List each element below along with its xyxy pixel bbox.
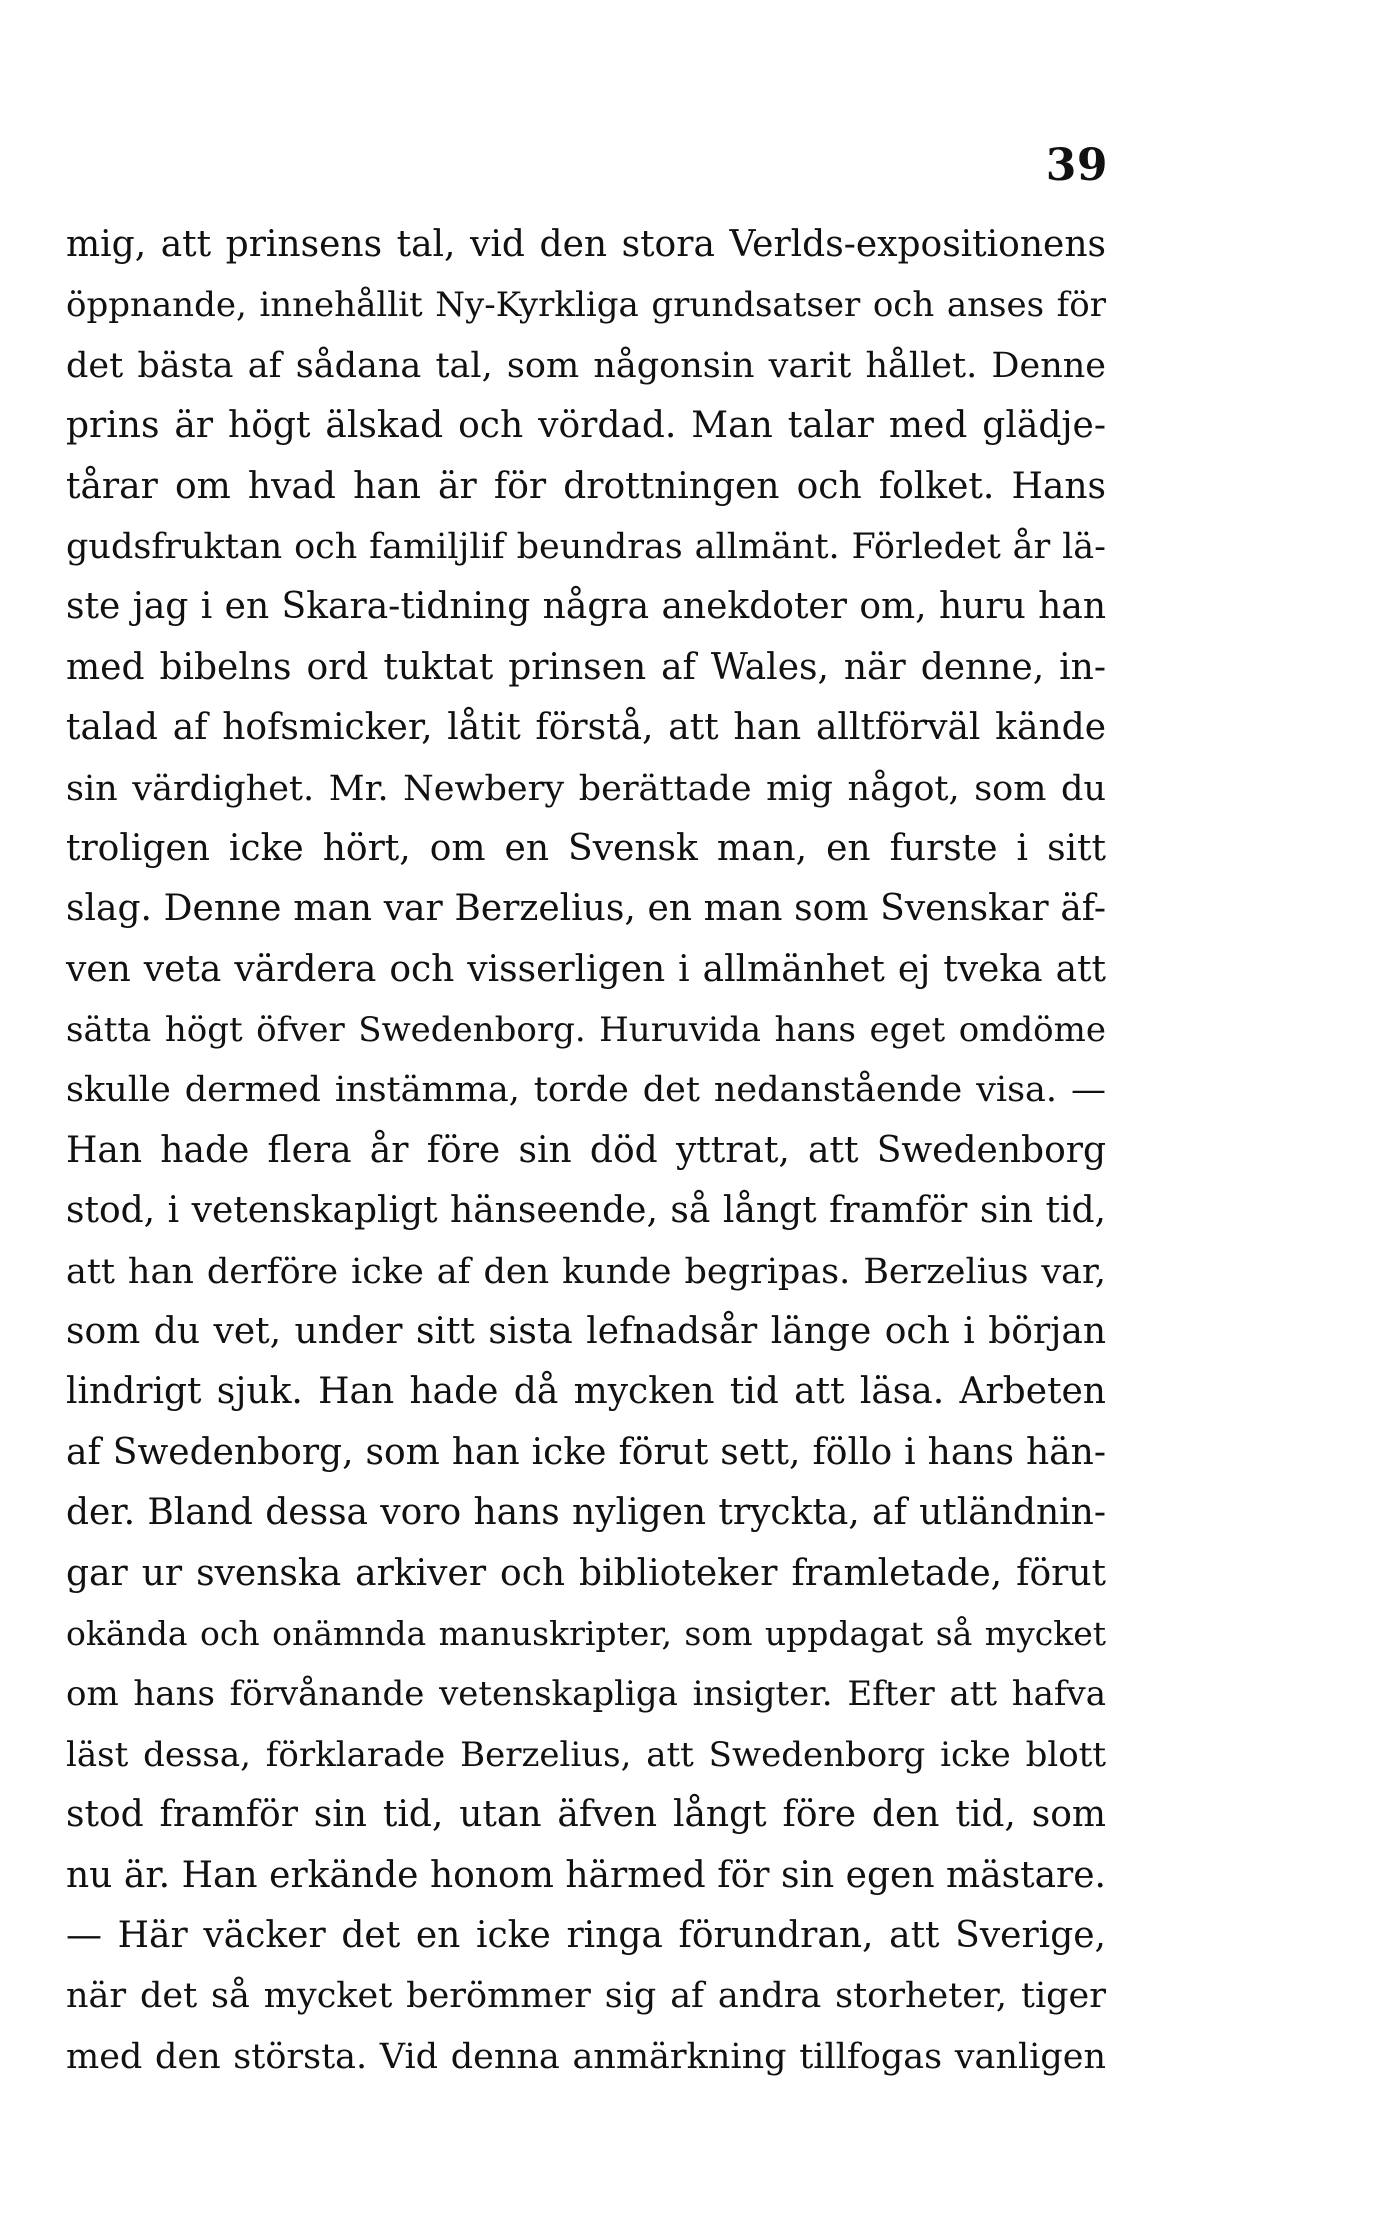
text-line: der. Bland dessa voro hans nyligen tryckta, af utländnin- — [66, 1492, 1106, 1534]
text-line: nu är. Han erkände honom härmed för sin egen mästare. — [66, 1854, 1106, 1896]
text-line: troligen icke hört, om en Svensk man, en furste i sitt — [66, 827, 1106, 869]
text-line: läst dessa, förklarade Berzelius, att Swedenborg icke blott — [66, 1734, 1106, 1775]
text-line: lindrigt sjuk. Han hade då mycken tid att läsa. Arbeten — [66, 1371, 1106, 1413]
text-line: öppnande, innehållit Ny-Kyrkliga grundsatser och anses för — [66, 285, 1106, 326]
text-line: stod, i vetenskapligt hänseende, så långt framför sin tid, — [66, 1190, 1106, 1232]
text-line: tårar om hvad han är för drottningen och folket. Hans — [66, 465, 1106, 507]
text-line: stod framför sin tid, utan äfven långt före den tid, som — [66, 1794, 1106, 1836]
text-line: om hans förvånande vetenskapliga insigter. Efter att hafva — [66, 1674, 1106, 1715]
page-number: 39 — [1045, 140, 1108, 191]
text-line: sätta högt öfver Swedenborg. Huruvida hans eget omdöme — [66, 1010, 1106, 1051]
text-line: mig, att prinsens tal, vid den stora Verlds-expositionens — [66, 224, 1106, 265]
text-line: af Swedenborg, som han icke förut sett, föllo i hans hän- — [66, 1431, 1106, 1473]
text-line: Han hade flera år före sin död yttrat, att Swedenborg — [66, 1129, 1106, 1171]
text-line: ven veta värdera och visserligen i allmänhet ej tveka att — [66, 948, 1106, 990]
text-line: som du vet, under sitt sista lefnadsår länge och i början — [66, 1311, 1106, 1353]
text-line: slag. Denne man var Berzelius, en man som Svenskar äf- — [66, 888, 1106, 930]
text-line: sin värdighet. Mr. Newbery berättade mig något, som du — [66, 768, 1106, 809]
text-line: gar ur svenska arkiver och biblioteker framletade, förut — [66, 1552, 1106, 1594]
text-line: ste jag i en Skara-tidning några anekdoter om, huru han — [66, 586, 1106, 628]
text-line: talad af hofsmicker, låtit förstå, att han alltförväl kände — [66, 707, 1106, 749]
body-text — [66, 215, 1106, 2087]
text-line: när det så mycket berömmer sig af andra storheter, tiger — [66, 1976, 1106, 2017]
text-line: med bibelns ord tuktat prinsen af Wales, när denne, in- — [66, 646, 1106, 688]
text-line: med den största. Vid denna anmärkning tillfogas vanligen — [66, 2036, 1106, 2077]
text-line: okända och onämnda manuskripter, som uppdagat så mycket — [66, 1613, 1106, 1653]
text-line: skulle dermed instämma, torde det nedanstående visa. — — [66, 1070, 1106, 1111]
text-line: att han derföre icke af den kunde begripas. Berzelius var, — [66, 1251, 1106, 1292]
text-line: prins är högt älskad och vördad. Man talar med glädje- — [66, 405, 1106, 447]
text-line: — Här väcker det en icke ringa förundran, att Sverige, — [66, 1914, 1106, 1956]
text-line: gudsfruktan och familjlif beundras allmänt. Förledet år lä- — [66, 526, 1106, 567]
text-line: det bästa af sådana tal, som någonsin varit hållet. Denne — [66, 345, 1106, 386]
